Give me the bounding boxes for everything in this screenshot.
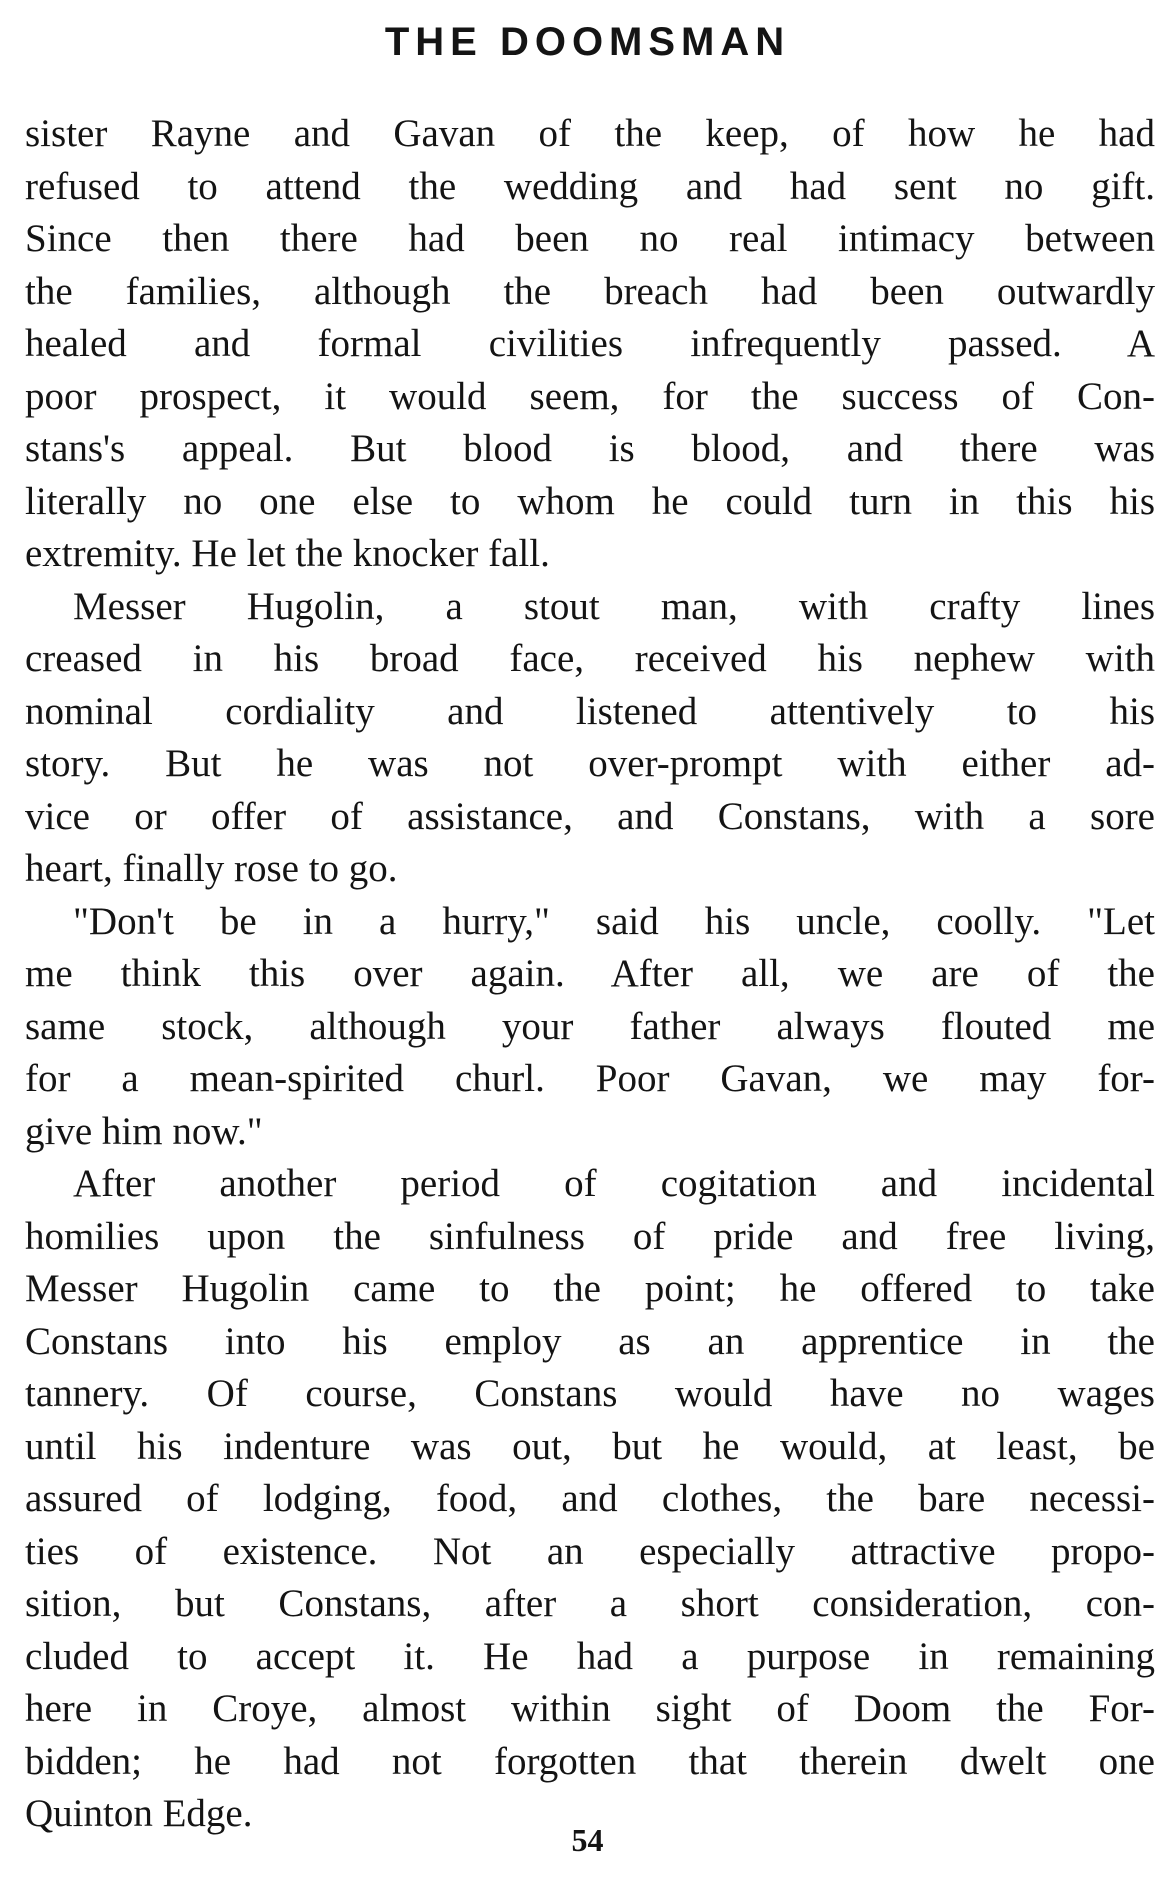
text-line: literally no one else to whom he could turn in this his (25, 479, 1155, 523)
text-line: the families, although the breach had been outwardly (25, 269, 1155, 313)
text-line: story. But he was not over-prompt with either ad- (25, 742, 1155, 785)
text-line: After another period of cogitation and incidental (73, 1162, 1155, 1205)
text-line: stans's appeal. But blood is blood, and there was (25, 427, 1155, 470)
paragraph (25, 1158, 1155, 1841)
text-line: tannery. Of course, Constans would have no wages (25, 1372, 1155, 1415)
text-line: poor prospect, it would seem, for the success of Con- (25, 374, 1155, 418)
text-line: Since then there had been no real intimacy between (25, 217, 1155, 260)
paragraph (25, 108, 1155, 581)
text-line: Constans into his employ as an apprentice in the (25, 1319, 1155, 1363)
paragraph (25, 896, 1155, 1159)
page-number: 54 (571, 1822, 604, 1858)
text-line: bidden; he had not forgotten that therein dwelt one (25, 1739, 1155, 1783)
text-line: cluded to accept it. He had a purpose in remaining (25, 1634, 1155, 1678)
body-text (25, 108, 1155, 1841)
text-line: homilies upon the sinfulness of pride and free living, (25, 1214, 1155, 1258)
text-line: Messer Hugolin, a stout man, with crafty lines (73, 584, 1155, 628)
text-line: vice or offer of assistance, and Constans, with a sore (25, 794, 1155, 838)
text-line: until his indenture was out, but he would, at least, be (25, 1424, 1155, 1468)
text-line: sition, but Constans, after a short consideration, con- (25, 1582, 1155, 1625)
text-line: give him now." (25, 1109, 263, 1153)
running-head: THE DOOMSMAN (384, 20, 791, 64)
text-line: creased in his broad face, received his nephew with (25, 637, 1155, 680)
text-line: for a mean-spirited churl. Poor Gavan, we may for- (25, 1057, 1155, 1100)
text-line: extremity. He let the knocker fall. (25, 532, 550, 575)
text-line: Quinton Edge. (25, 1792, 253, 1835)
text-line: ties of existence. Not an especially attractive propo- (25, 1529, 1155, 1573)
text-line: Messer Hugolin came to the point; he offered to take (25, 1267, 1155, 1310)
text-line: me think this over again. After all, we are of the (25, 952, 1155, 995)
text-line: "Don't be in a hurry," said his uncle, coolly. "Let (73, 899, 1155, 943)
paragraph (25, 581, 1155, 896)
text-line: heart, finally rose to go. (25, 847, 398, 890)
text-line: healed and formal civilities infrequently passed. A (25, 322, 1155, 365)
text-line: assured of lodging, food, and clothes, the bare necessi- (25, 1477, 1155, 1520)
text-line: sister Rayne and Gavan of the keep, of how he had (25, 112, 1155, 155)
text-line: here in Croye, almost within sight of Doom the For- (25, 1687, 1155, 1730)
text-line: nominal cordiality and listened attentively to his (25, 689, 1155, 733)
text-line: refused to attend the wedding and had sent no gift. (25, 164, 1155, 208)
text-line: same stock, although your father always flouted me (25, 1004, 1155, 1048)
